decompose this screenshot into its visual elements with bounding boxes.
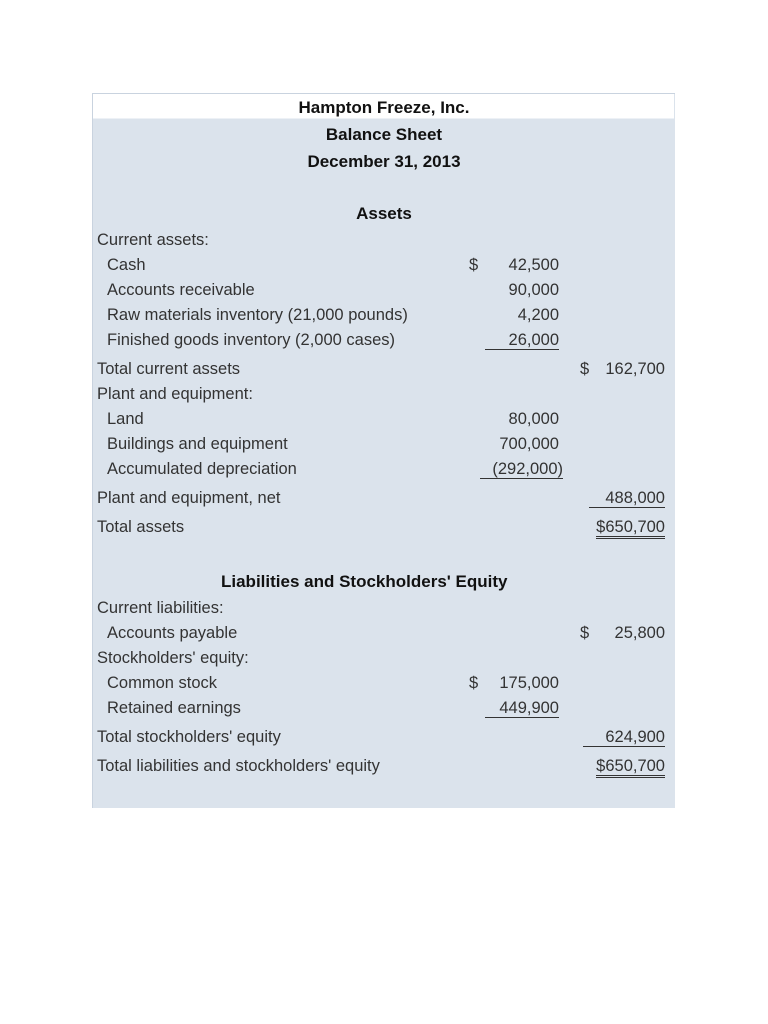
- depreciation-amount: [461, 460, 563, 479]
- finished-amount-value: 26,000: [485, 331, 559, 350]
- plant-net-amount: [571, 489, 665, 508]
- retained-label: Retained earnings: [107, 699, 241, 717]
- total-liab-equity-currency: $: [596, 757, 606, 775]
- statement-title: Balance Sheet: [325, 125, 443, 144]
- cash-currency: $: [469, 256, 479, 274]
- common-label: Common stock: [107, 674, 218, 692]
- total-liab-equity-number: 650,700: [605, 757, 665, 775]
- common-currency: $: [469, 674, 479, 692]
- total-equity-amount: [571, 728, 665, 747]
- land-amount: 80,000: [508, 410, 559, 428]
- liabilities-heading: Liabilities and Stockholders' Equity: [221, 572, 508, 591]
- depreciation-label: Accumulated depreciation: [107, 460, 297, 478]
- current-assets-label: Current assets:: [97, 231, 209, 249]
- ar-amount: 90,000: [508, 281, 559, 299]
- total-assets-value: [596, 518, 665, 539]
- finished-amount: [461, 331, 559, 350]
- balance-sheet-grid: [92, 93, 675, 808]
- equity-label: Stockholders' equity:: [97, 649, 249, 667]
- cash-amount: 42,500: [508, 256, 559, 274]
- ap-amount: 25,800: [614, 624, 665, 642]
- total-assets-label: Total assets: [97, 518, 185, 536]
- depreciation-amount-value: (292,000): [480, 460, 563, 479]
- ap-label: Accounts payable: [107, 624, 238, 642]
- retained-amount: [461, 699, 559, 718]
- grid-line: [674, 94, 675, 808]
- grid-line: [569, 222, 570, 808]
- total-equity-label: Total stockholders' equity: [97, 728, 281, 746]
- ar-label: Accounts receivable: [107, 281, 255, 299]
- assets-heading: Assets: [356, 204, 412, 223]
- current-liabilities-label: Current liabilities:: [97, 599, 224, 617]
- cash-label: Cash: [107, 256, 146, 274]
- raw-amount: 4,200: [517, 306, 559, 324]
- total-assets-amount: [571, 518, 665, 537]
- ap-currency: $: [580, 624, 590, 642]
- total-liab-equity-amount: [571, 757, 665, 776]
- total-current-label: Total current assets: [97, 360, 241, 378]
- total-assets-number: 650,700: [605, 518, 665, 536]
- total-current-currency: $: [580, 360, 590, 378]
- statement-date: December 31, 2013: [307, 152, 461, 171]
- finished-label: Finished goods inventory (2,000 cases): [107, 331, 395, 349]
- buildings-amount: 700,000: [499, 435, 559, 453]
- plant-net-amount-value: 488,000: [589, 489, 665, 508]
- grid-line: [459, 222, 460, 808]
- total-liab-equity-label: Total liabilities and stockholders' equity: [97, 757, 380, 775]
- land-label: Land: [107, 410, 144, 428]
- plant-label: Plant and equipment:: [97, 385, 253, 403]
- retained-amount-value: 449,900: [485, 699, 559, 718]
- total-assets-currency: $: [596, 518, 606, 536]
- total-liab-equity-value: [596, 757, 665, 778]
- buildings-label: Buildings and equipment: [107, 435, 288, 453]
- common-amount: 175,000: [499, 674, 559, 692]
- company-name: Hampton Freeze, Inc.: [298, 98, 470, 117]
- plant-net-label: Plant and equipment, net: [97, 489, 281, 507]
- raw-label: Raw materials inventory (21,000 pounds): [107, 306, 408, 324]
- total-equity-value: 624,900: [583, 728, 665, 747]
- total-current-amount: 162,700: [605, 360, 665, 378]
